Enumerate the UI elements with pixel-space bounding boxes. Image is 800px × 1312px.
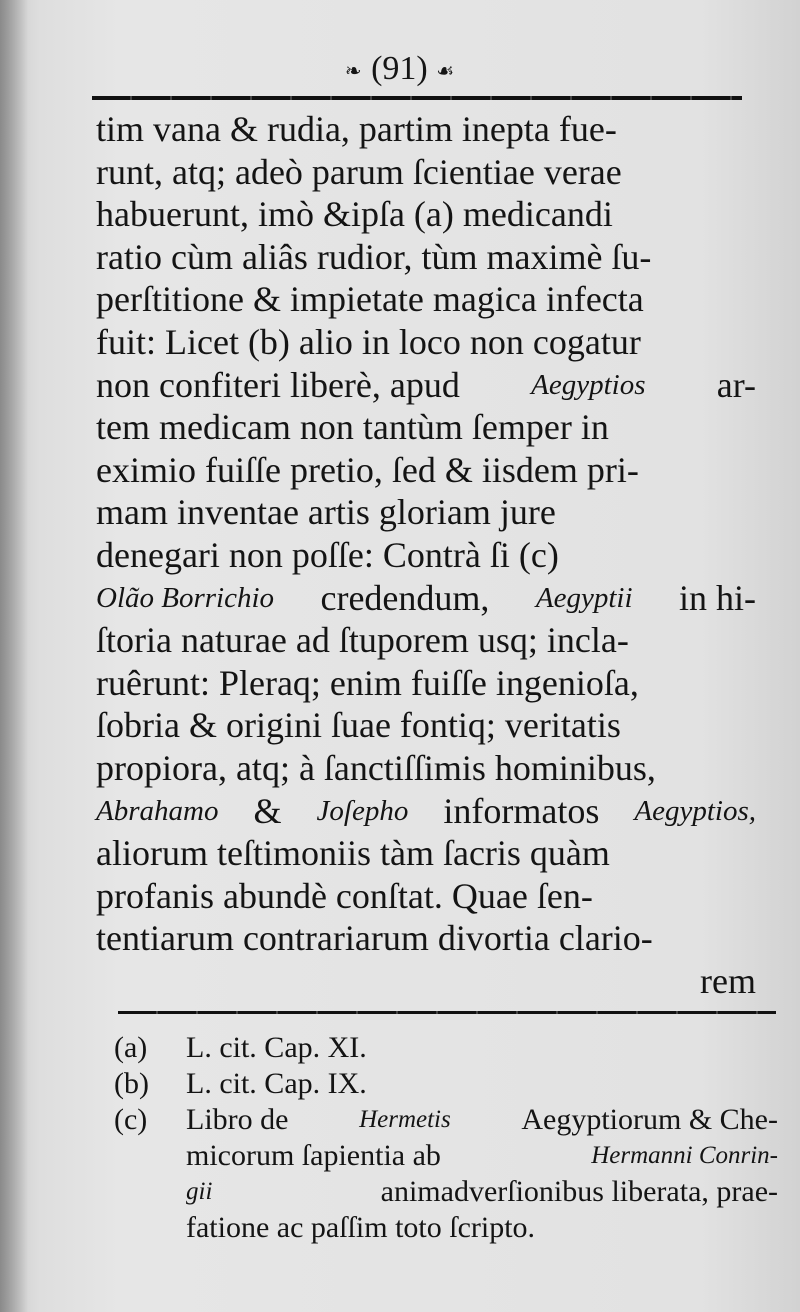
- text-line: tem medicam non tantùm ſemper in: [96, 407, 609, 448]
- footnote: (c) Libro de Hermetis Aegyptiorum & Che-: [114, 1103, 778, 1136]
- text-line: runt, atq; adeò parum ſcientiae verae: [96, 151, 622, 192]
- text-line: perſtitione & impietate magica infecta: [96, 279, 644, 320]
- italic-name: Hermetis: [359, 1106, 451, 1133]
- footnote-mark: (c): [114, 1103, 148, 1136]
- page-header: [0, 50, 800, 88]
- ornament-right-icon: ☙: [436, 60, 456, 83]
- text-line: mam inventae artis gloriam jure: [96, 492, 556, 533]
- italic-name: Joſepho: [316, 794, 409, 827]
- text-line: Olão Borrichio credendum, Aegyptii in hi-: [96, 577, 756, 618]
- footnote: (b) L. cit. Cap. IX.: [114, 1067, 367, 1100]
- text-line: non confiteri liberè, apud Aegyptios ar-: [96, 364, 756, 405]
- text-line: propiora, atq; à ſanctiſſimis hominibus,: [96, 747, 656, 788]
- text-line: fuit: Licet (b) alio in loco non cogatur: [96, 321, 641, 362]
- italic-name: Hermanni Conrin-: [591, 1142, 778, 1169]
- text-line: denegari non poſſe: Contrà ſi (c): [96, 534, 559, 575]
- text-line: habuerunt, imò &ipſa (a) medicandi: [96, 194, 613, 235]
- italic-name: Olão Borrichio: [96, 581, 275, 614]
- footnote: (a) L. cit. Cap. XI.: [114, 1031, 367, 1064]
- italic-name: Aegyptios,: [634, 794, 756, 827]
- catchword-line: [96, 960, 756, 1003]
- catchword: rem: [700, 960, 756, 1001]
- text-line: profanis abundè conſtat. Quae ſen-: [96, 875, 593, 916]
- text-line: tentiarum contrariarum divortia clario-: [96, 918, 653, 959]
- italic-name: Abrahamo: [96, 794, 219, 827]
- italic-name: Aegyptios: [531, 368, 646, 401]
- footnote-mark: (b): [114, 1067, 149, 1100]
- body-text: [96, 108, 756, 1002]
- header-rule: [92, 96, 742, 100]
- text-line: aliorum teſtimoniis tàm ſacris quàm: [96, 833, 610, 874]
- text-line: Abrahamo & Joſepho informatos Aegyptios,: [96, 790, 756, 831]
- footnote-continuation: gii animadverſionibus liberata, prae-: [186, 1175, 778, 1208]
- footnote-rule: [118, 1011, 776, 1014]
- footnote-continuation: fatione ac paſſim toto ſcripto.: [186, 1211, 536, 1244]
- footnote-continuation: micorum ſapientia ab Hermanni Conrin-: [186, 1139, 778, 1172]
- text-line: tim vana & rudia, partim inepta fue-: [96, 109, 617, 149]
- italic-name: gii: [186, 1178, 213, 1205]
- text-line: ruêrunt: Pleraq; enim fuiſſe ingenioſa,: [96, 662, 639, 703]
- text-line: ratio cùm aliâs rudior, tùm maximè ſu-: [96, 236, 652, 277]
- binding-shadow: [0, 0, 28, 1312]
- ornament-left-icon: ❧: [344, 60, 363, 83]
- italic-name: Aegyptii: [535, 581, 633, 614]
- page-number: (91): [371, 50, 428, 87]
- footnotes: [114, 1030, 778, 1246]
- text-line: ſobria & origini ſuae fontiq; veritatis: [96, 705, 621, 746]
- text-line: ſtoria naturae ad ſtuporem usq; incla-: [96, 620, 629, 661]
- footnote-mark: (a): [114, 1031, 148, 1064]
- text-line: eximio fuiſſe pretio, ſed & iisdem pri-: [96, 449, 639, 490]
